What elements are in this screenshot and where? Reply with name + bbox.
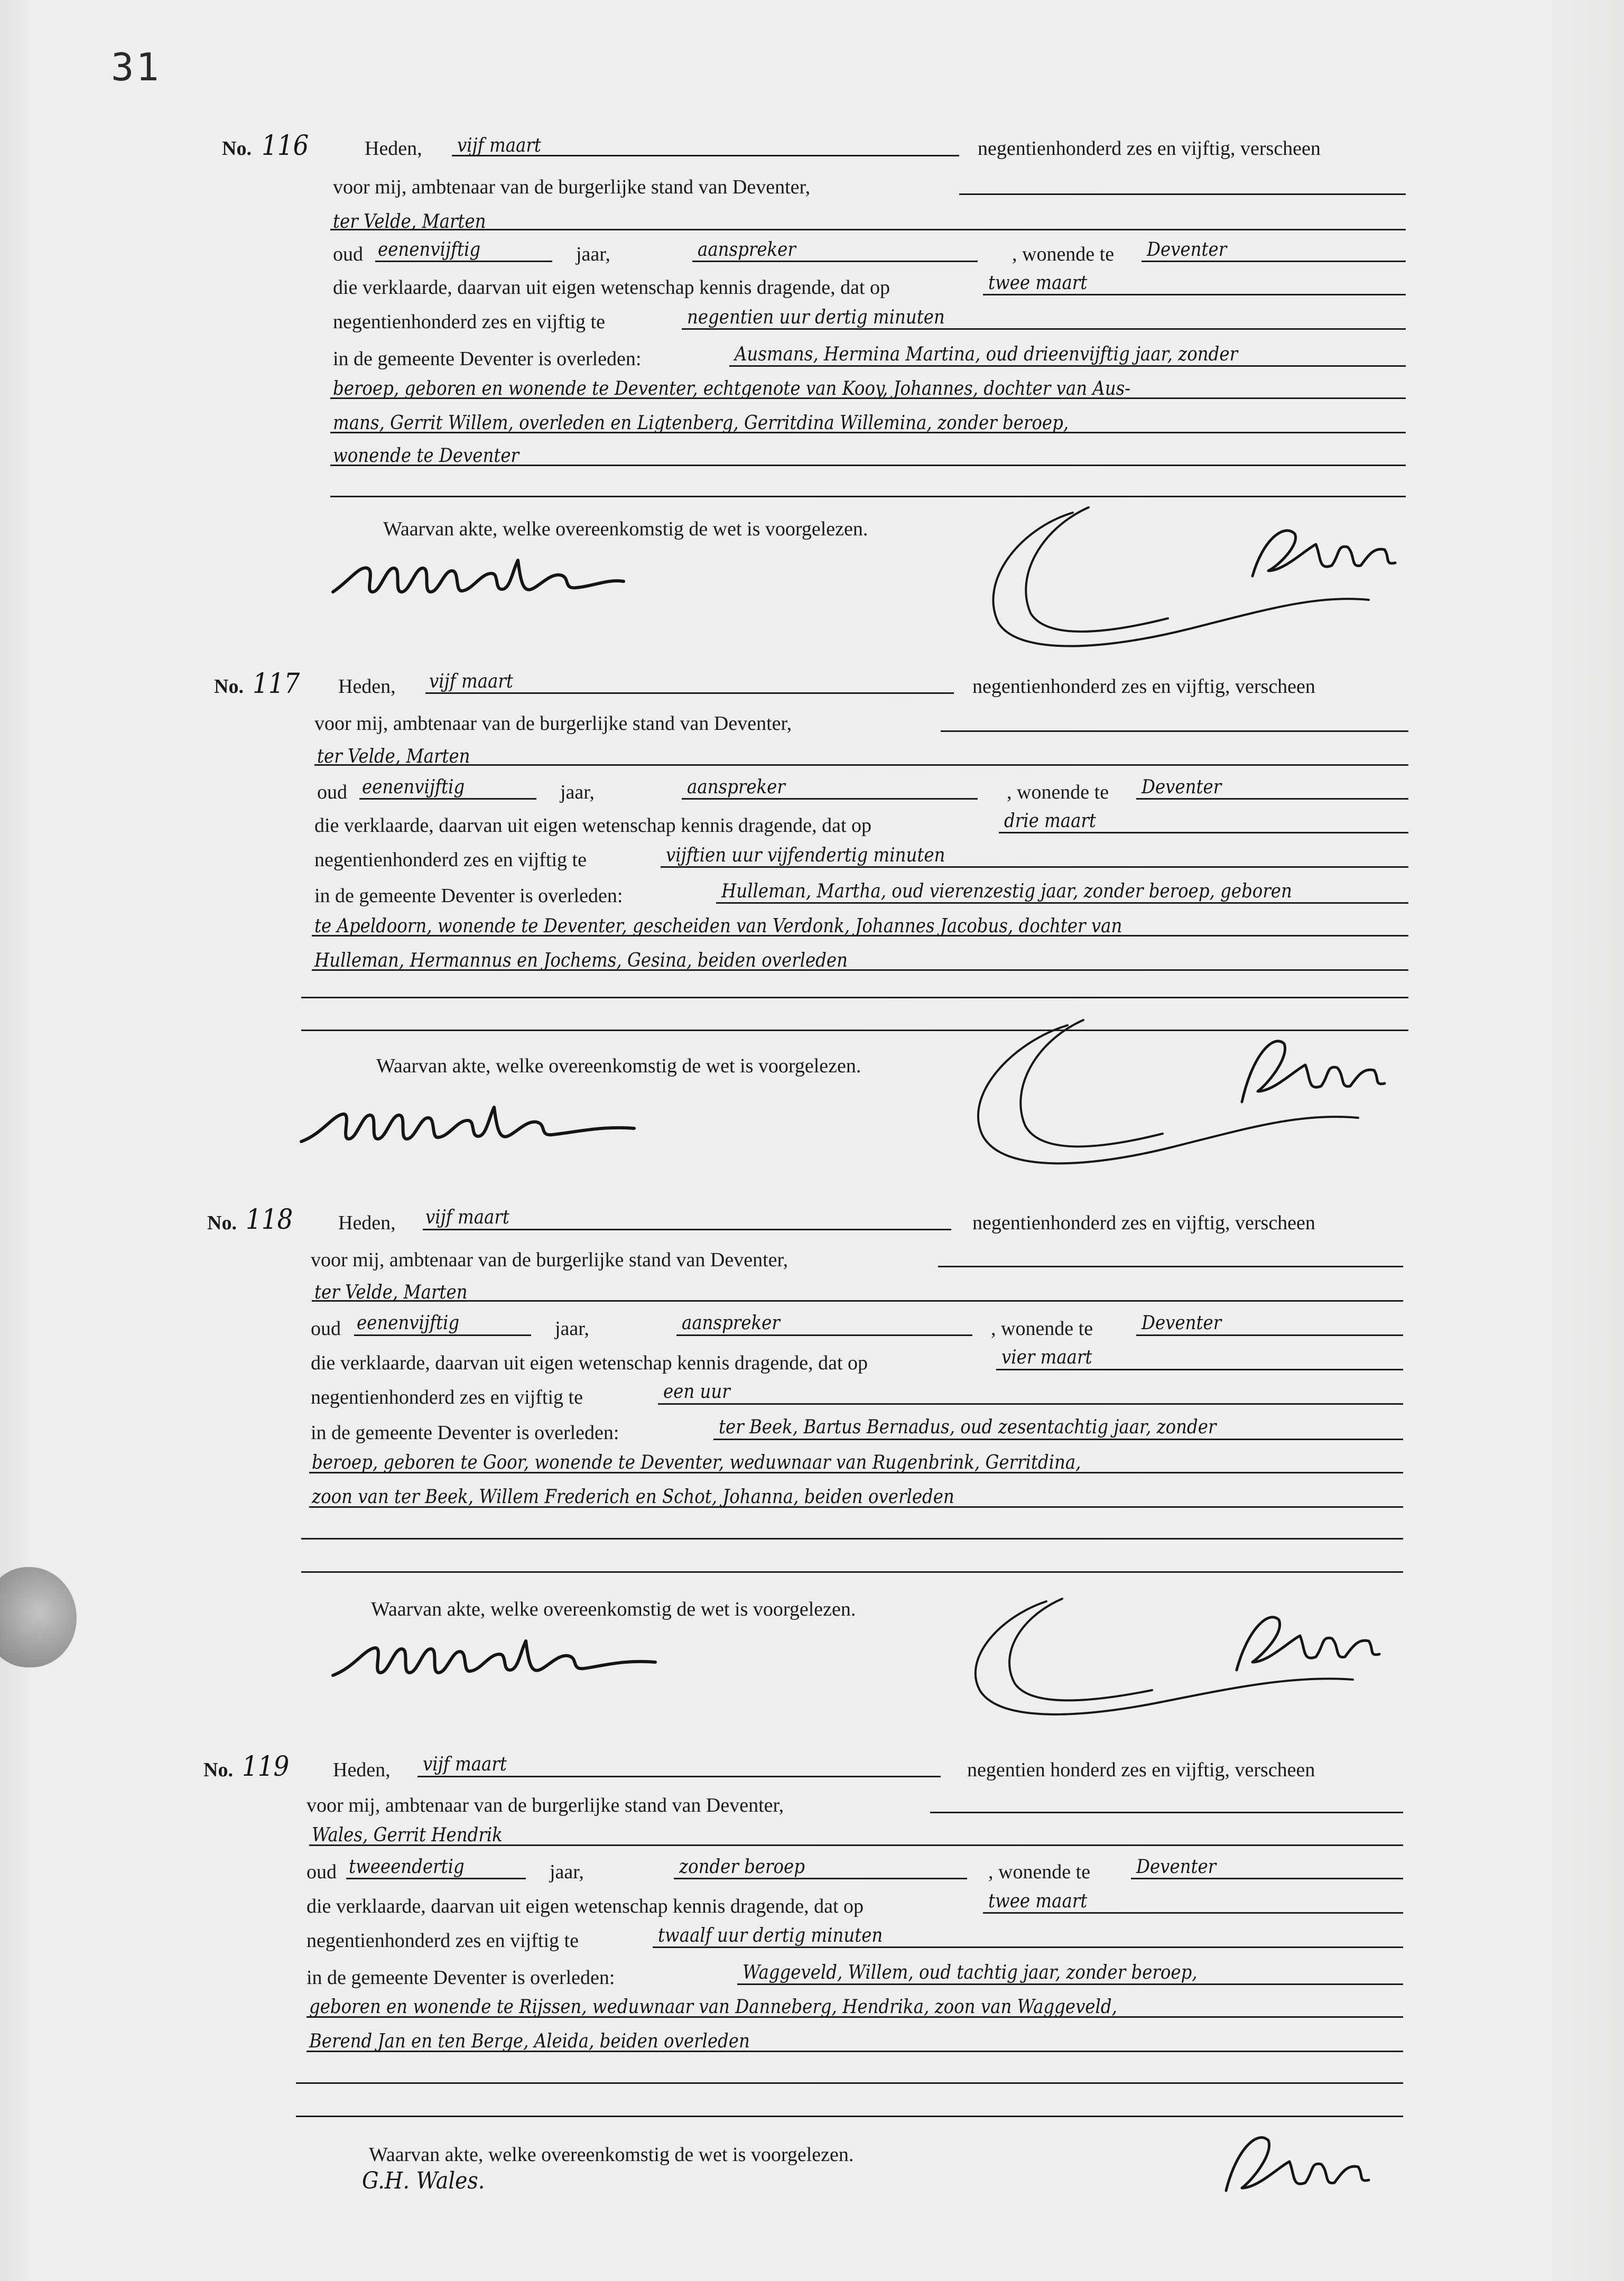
registration-date: vijf maart [429,671,513,692]
voor-mij-label: voor mij, ambtenaar van de burgerlijke stand van Deventer, [333,176,811,198]
record-number-label: No. [222,137,252,160]
verklaarde-label: die verklaarde, daarvan uit eigen wetenschap kennis dragende, dat op [307,1895,864,1917]
rule [1142,261,1406,262]
voor-mij-label: voor mij, ambtenaar van de burgerlijke stand van Deventer, [307,1794,784,1816]
rule [737,1983,1403,1985]
declarant-residence: Deventer [1142,776,1222,798]
verklaarde-label: die verklaarde, daarvan uit eigen wetenschap kennis dragende, dat op [311,1352,868,1374]
rule [312,1300,1403,1302]
declarant-age: eenenvijftig [357,1312,460,1334]
heden-label: Heden, [333,1759,391,1781]
waarvan-akte-text: Waarvan akte, welke overeenkomstig de wet is voorgelezen. [376,1055,861,1077]
rule [354,1334,531,1336]
rule [983,1912,1403,1914]
rule [301,1538,1403,1540]
deceased-line-3: Hulleman, Hermannus en Jochems, Gesina, beiden overleden [314,950,848,971]
registration-date: vijf maart [425,1207,509,1228]
deceased-line-2: beroep, geboren en wonende te Deventer, echtgenote van Kooy, Johannes, dochter van Aus- [333,378,1131,400]
rule [676,1334,972,1336]
jaar-label: jaar, [555,1318,589,1340]
death-date: drie maart [1004,810,1096,832]
death-time: vijftien uur vijfendertig minuten [666,845,945,866]
oud-label: oud [307,1861,337,1883]
header-year-text: negentien honderd zes en vijftig, verscheen [967,1759,1315,1781]
declarant-age: eenenvijftig [362,776,465,798]
declarant-profession: aanspreker [687,776,785,798]
rule [309,1844,1403,1846]
gemeente-label: in de gemeente Deventer is overleden: [333,348,642,370]
rule [330,229,1406,230]
rule [1131,1878,1403,1879]
registration-date: vijf maart [457,135,541,156]
rule [930,1812,1403,1813]
rule [674,1878,967,1879]
rule [312,935,1408,936]
rule [983,294,1406,295]
gemeente-label: in de gemeente Deventer is overleden: [314,885,623,907]
record-number: 117 [253,668,300,700]
deceased-line-3: Berend Jan en ten Berge, Aleida, beiden overleden [309,2030,750,2052]
header-year-text: negentienhonderd zes en vijftig, verscheen [972,675,1315,698]
negentien-te-label: negentienhonderd zes en vijftig te [333,311,605,333]
deceased-line-1: Hulleman, Martha, oud vierenzestig jaar, zonder beroep, geboren [721,880,1292,902]
declarant-name: ter Velde, Marten [314,1282,468,1303]
oud-label: oud [311,1318,341,1340]
rule [682,328,1406,330]
rule [653,1946,1403,1948]
record-number: 118 [246,1204,293,1236]
page-corner-mark: 31 [111,45,161,89]
rule [312,969,1408,971]
rule [346,1878,526,1879]
rule [330,465,1406,466]
declarant-residence: Deventer [1136,1856,1217,1878]
rule [661,866,1408,868]
rule [959,193,1406,195]
death-record-117 [0,534,1624,1077]
declarant-age: tweeendertig [349,1856,465,1878]
rule [1136,798,1408,800]
rule [452,155,959,156]
record-number-label: No. [207,1212,237,1234]
rule [425,692,954,694]
voor-mij-label: voor mij, ambtenaar van de burgerlijke stand van Deventer, [314,712,792,735]
rule [658,1403,1403,1405]
wonende-label: , wonende te [988,1861,1091,1883]
rule [941,730,1408,732]
rule [301,997,1408,998]
declarant-residence: Deventer [1142,1312,1222,1334]
deceased-line-3: mans, Gerrit Willem, overleden en Ligtenberg, Gerritdina Willemina, zonder beroep, [333,412,1069,434]
rule [296,2082,1403,2084]
declarant-profession: zonder beroep [679,1856,805,1878]
declarant-profession: aanspreker [698,239,796,261]
death-date: twee maart [988,272,1088,294]
waarvan-akte-text: Waarvan akte, welke overeenkomstig de wet is voorgelezen. [383,518,868,540]
deceased-line-1: ter Beek, Bartus Bernadus, oud zesentachtig jaar, zonder [719,1416,1217,1438]
gemeente-label: in de gemeente Deventer is overleden: [307,1967,615,1989]
record-number: 119 [242,1751,290,1783]
gemeente-label: in de gemeente Deventer is overleden: [311,1422,619,1444]
verklaarde-label: die verklaarde, daarvan uit eigen wetenschap kennis dragende, dat op [314,814,872,837]
verklaarde-label: die verklaarde, daarvan uit eigen wetenschap kennis dragende, dat op [333,276,890,299]
death-date: vier maart [1001,1347,1092,1368]
death-date: twee maart [988,1890,1088,1912]
rule [314,764,1408,766]
rule [309,1506,1403,1508]
record-number-label: No. [203,1759,233,1781]
declarant-signature: G.H. Wales. [362,2167,485,2194]
waarvan-akte-text: Waarvan akte, welke overeenkomstig de wet is voorgelezen. [371,1598,856,1620]
waarvan-akte-text: Waarvan akte, welke overeenkomstig de wet is voorgelezen. [369,2144,854,2166]
wonende-label: , wonende te [991,1318,1093,1340]
declarant-residence: Deventer [1147,239,1227,261]
wonende-label: , wonende te [1007,781,1109,803]
rule [729,365,1406,367]
negentien-te-label: negentienhonderd zes en vijftig te [307,1930,579,1952]
rule [330,397,1406,399]
deceased-line-2: geboren en wonende te Rijssen, weduwnaar van Danneberg, Hendrika, zoon van Waggeveld, [309,1996,1117,2018]
record-number: 116 [262,130,309,162]
death-time: een uur [663,1381,730,1403]
rule [682,798,978,800]
rule [375,261,552,262]
deceased-line-1: Waggeveld, Willem, oud tachtig jaar, zonder beroep, [743,1962,1198,1983]
oud-label: oud [317,781,347,803]
record-number-label: No. [214,675,244,698]
death-record-116 [0,0,1624,540]
rule [330,432,1406,433]
rule [301,1571,1403,1573]
heden-label: Heden, [338,1212,396,1234]
rule [296,2116,1403,2117]
jaar-label: jaar, [550,1861,584,1883]
header-year-text: negentienhonderd zes en vijftig, verscheen [972,1212,1315,1234]
rule [713,1439,1403,1440]
rule [417,1776,941,1777]
heden-label: Heden, [338,675,396,698]
declarant-name: ter Velde, Marten [317,746,470,767]
rule [307,2051,1403,2052]
jaar-label: jaar, [560,781,595,803]
wonende-label: , wonende te [1012,243,1115,265]
rule [309,1472,1403,1473]
rule [1136,1334,1403,1336]
rule [692,261,978,262]
header-year-text: negentienhonderd zes en vijftig, verscheen [978,137,1321,160]
official-signature [1215,2127,1427,2201]
negentien-te-label: negentienhonderd zes en vijftig te [314,849,587,871]
death-time: twaalf uur dertig minuten [658,1925,883,1946]
oud-label: oud [333,243,363,265]
declarant-age: eenenvijftig [378,239,481,261]
deceased-line-2: beroep, geboren te Goor, wonende te Deventer, weduwnaar van Rugenbrink, Gerritdina, [312,1452,1081,1473]
declarant-name: Wales, Gerrit Hendrik [312,1824,503,1846]
rule [938,1266,1403,1267]
deceased-line-4: wonende te Deventer [333,445,519,467]
rule [359,798,536,800]
rule [996,1369,1403,1370]
deceased-line-3: zoon van ter Beek, Willem Frederich en Schot, Johanna, beiden overleden [312,1486,954,1508]
death-record-118 [0,1062,1624,1620]
negentien-te-label: negentienhonderd zes en vijftig te [311,1386,583,1408]
declarant-profession: aanspreker [682,1312,780,1334]
voor-mij-label: voor mij, ambtenaar van de burgerlijke stand van Deventer, [311,1249,788,1271]
death-record-119 [0,1593,1624,2194]
rule [307,2016,1403,2018]
jaar-label: jaar, [576,243,610,265]
registration-date: vijf maart [423,1754,507,1775]
rule [716,902,1408,904]
deceased-line-1: Ausmans, Hermina Martina, oud drieenvijftig jaar, zonder [735,344,1238,365]
heden-label: Heden, [365,137,422,160]
rule [999,832,1408,833]
death-time: negentien uur dertig minuten [687,307,945,328]
declarant-name: ter Velde, Marten [333,211,486,233]
deceased-line-2: te Apeldoorn, wonende te Deventer, gescheiden van Verdonk, Johannes Jacobus, dochter van [314,915,1122,937]
rule [423,1229,951,1230]
